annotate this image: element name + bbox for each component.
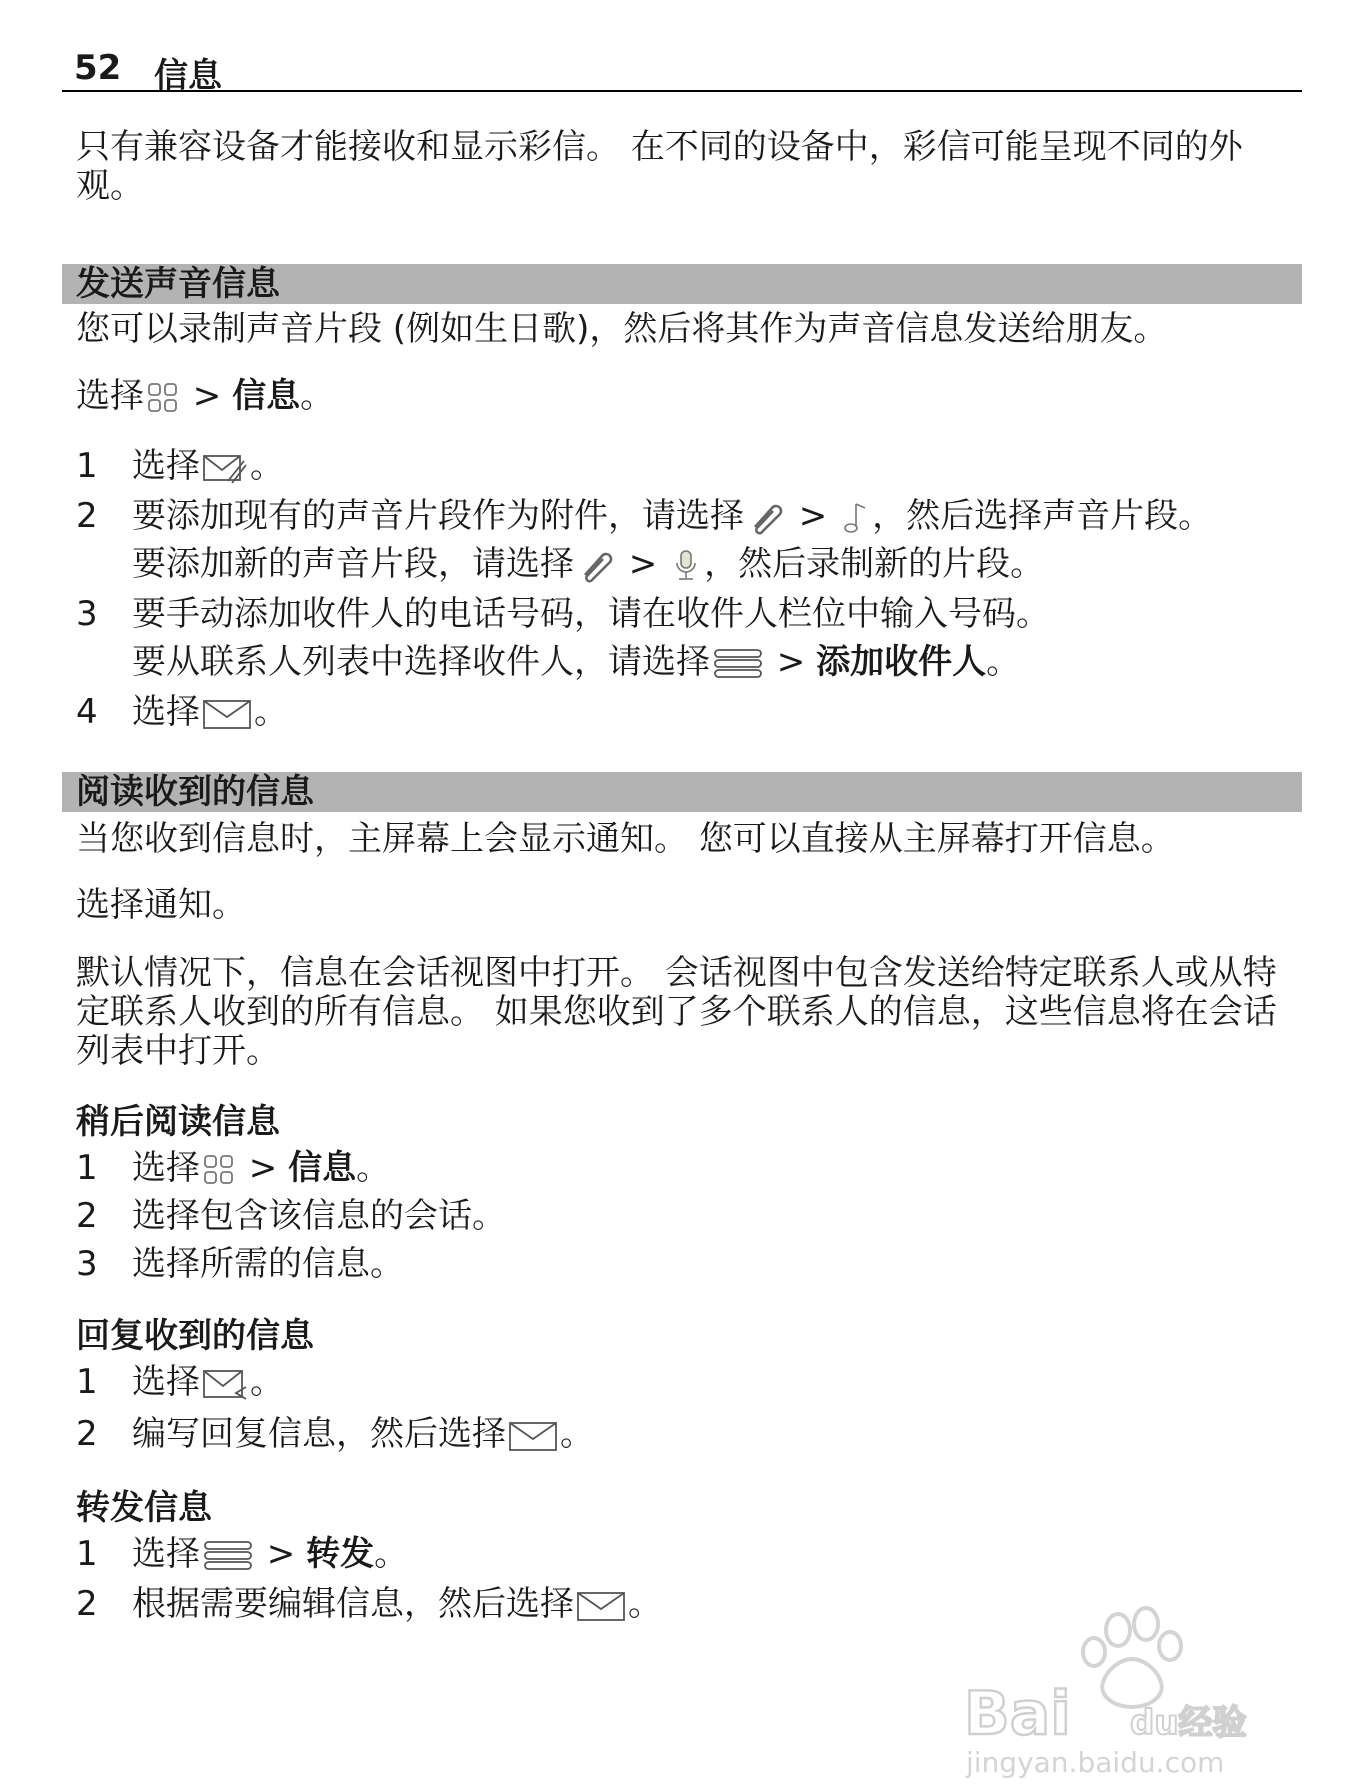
paperclip-icon bbox=[576, 549, 616, 583]
music-note-icon bbox=[840, 500, 870, 536]
subheading-forward: 转发信息 bbox=[76, 1488, 212, 1528]
select-notification: 选择通知。 bbox=[76, 885, 246, 925]
envelope-send-icon bbox=[202, 697, 252, 731]
apps-grid-icon bbox=[146, 381, 180, 415]
options-menu-icon bbox=[712, 647, 764, 681]
svg-text:Bai: Bai bbox=[964, 1679, 1071, 1749]
select-path-messages: 选择 > 信息。 bbox=[76, 376, 335, 416]
section-heading-send-voice: 发送声音信息 bbox=[62, 264, 1302, 304]
subheading-reply: 回复收到的信息 bbox=[76, 1316, 314, 1356]
options-menu-icon bbox=[202, 1539, 254, 1573]
baidu-jingyan-watermark bbox=[960, 1600, 1280, 1780]
watermark-url: jingyan.baidu.com bbox=[966, 1746, 1225, 1779]
paperclip-icon bbox=[746, 501, 786, 535]
list-item-continuation: 要从联系人列表中选择收件人，请选择 > 添加收件人。 bbox=[132, 642, 1021, 682]
microphone-icon bbox=[670, 548, 702, 584]
conversation-view-paragraph: 默认情况下，信息在会话视图中打开。 会话视图中包含发送给特定联系人或从特定联系人收到的所有信息。 如果您收到了多个联系人的信息，这些信息将在会话列表中打开。 bbox=[76, 953, 1277, 1071]
subheading-read-later: 稍后阅读信息 bbox=[76, 1102, 280, 1142]
reply-envelope-icon bbox=[202, 1367, 248, 1401]
send-voice-description: 您可以录制声音片段 (例如生日歌)，然后将其作为声音信息发送给朋友。 bbox=[76, 309, 1168, 349]
page-header bbox=[62, 40, 1302, 96]
section-heading-read: 阅读收到的信息 bbox=[62, 772, 1302, 812]
list-item-continuation: 要添加新的声音片段，请选择 > ，然后录制新的片段。 bbox=[132, 544, 1045, 584]
intro-paragraph: 只有兼容设备才能接收和显示彩信。 在不同的设备中，彩信可能呈现不同的外观。 bbox=[76, 127, 1243, 206]
page-number: 52 bbox=[74, 48, 122, 88]
new-message-icon bbox=[202, 451, 248, 485]
read-description: 当您收到信息时，主屏幕上会显示通知。 您可以直接从主屏幕打开信息。 bbox=[76, 819, 1175, 859]
envelope-send-icon bbox=[576, 1589, 626, 1623]
apps-grid-icon bbox=[202, 1153, 236, 1187]
svg-text:du经验: du经验 bbox=[1130, 1703, 1247, 1743]
page-title: 信息 bbox=[154, 56, 222, 96]
manual-page: 52 信息 只有兼容设备才能接收和显示彩信。 在不同的设备中，彩信可能呈现不同的外观。 发送声音信息 您可以录制声音片段 (例如生日歌)，然后将其作为声音信息发送给朋友。 选择 > 信息。 1 选择 。 2 要添加现有的声音片段作为附件，请选择 > ，然后选择声音片段。 要添加新的声音片段，请选择 > ，然后录制新的片段。 3 要手动添加收件人的电话号码，请在收件人栏位中输入号码。 要从联系人列表中选择收件人，请选择 > 添加收件人。 4 选择 。 阅读收到的信息 当您收到信息时，主屏幕上会显示通知。 您可以直接从主屏幕打开信息。 选择通知。 默认情况下，信息在会话视图中打开。 会话视图中包含发送给特定联系人或从特定联系人收到的所有信息。 如果您收到了多个联系人的信息，这些信息将在会话列表中打开。 稍后阅读信息 1 选择 > 信息。 2 选择包含该信息的会话。 3 选择所需的信息。 回复收到的信息 1 选择 。 2 编写回复信息，然后选择 。 转发信息 1 选择 > 转发。 2 根据需要编辑信息，然后选择 。 Bai du经验 jingyan.baidu.com bbox=[0, 0, 1360, 1792]
envelope-send-icon bbox=[508, 1419, 558, 1453]
